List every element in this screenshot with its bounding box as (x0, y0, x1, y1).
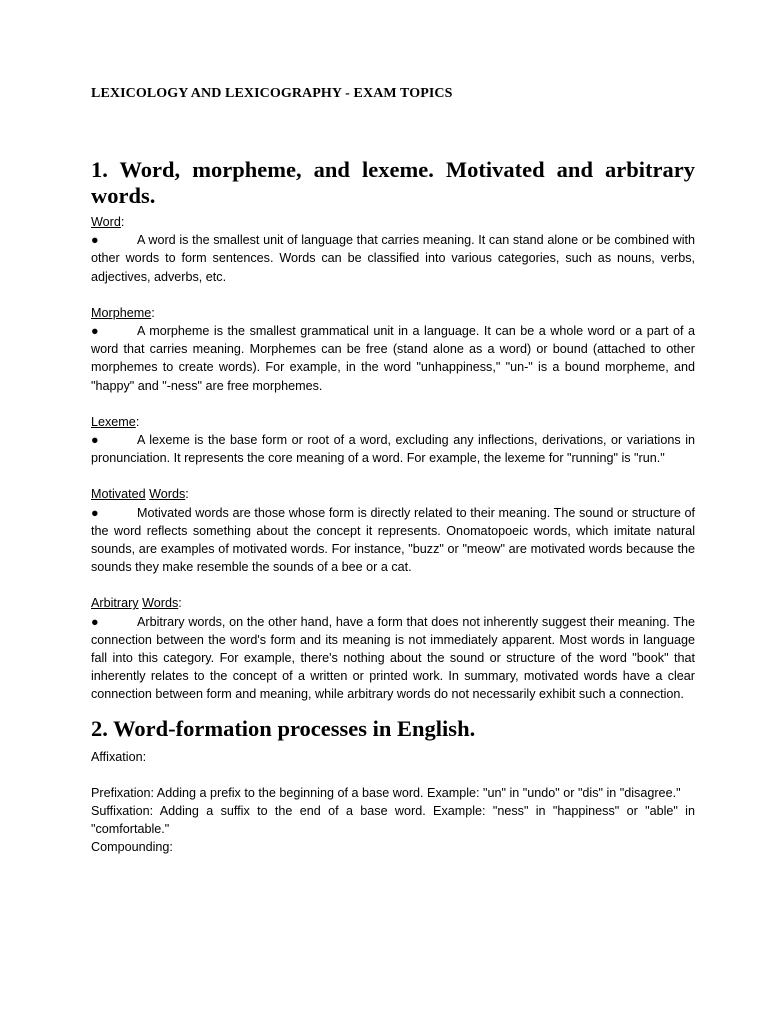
lexeme-label: Lexeme (91, 414, 136, 429)
document-title: LEXICOLOGY AND LEXICOGRAPHY - EXAM TOPICS (91, 86, 453, 101)
motivated-words-definition-text: Motivated words are those whose form is directly related to their meaning. The sound or structure of the word reflects something about the concept it represents. Onomatopoeic words, which imitate natural sounds, are examples of motivated words. For instance, "buzz" or "meow" are motivated words because the sounds they make resemble the sounds of a bee or a cat. (91, 505, 695, 575)
arbitrary-words-definition (91, 613, 695, 704)
arbitrary-words-label: Words (142, 596, 179, 611)
motivated-words-label-line (91, 485, 695, 503)
word-label-line (91, 213, 695, 231)
suffixation-text: Suffixation: Adding a suffix to the end of a base word. Example: "ness" in "happiness" or "able" in "comfortable." (91, 804, 695, 837)
motivated-label: Motivated (91, 487, 146, 502)
section2-heading: 2. Word-formation processes in English. (91, 715, 476, 741)
bullet-icon: ● (91, 614, 99, 629)
arbitrary-words-definition-text: Arbitrary words, on the other hand, have a form that does not inherently suggest their meaning. The connection between the word's form and its meaning is not immediately apparent. Most words in language fall into this category. For example, there's nothing about the sound or structure of the word "book" that inherently relates to the concept of a written or printed work. In summary, motivated words have a clear connection between form and meaning, while arbitrary words do not necessarily exhibit such a connection. (91, 614, 695, 702)
word-label: Word (91, 215, 121, 229)
motivated-words-label: Words (149, 487, 186, 502)
word-definition (91, 231, 695, 286)
bullet-icon: ● (91, 433, 99, 448)
lexeme-definition-text: A lexeme is the base form or root of a word, excluding any inflections, derivations, or variations in pronunciation. It represents the core meaning of a word. For example, the lexeme for "running" is "run." (91, 433, 695, 466)
word-definition-text: A word is the smallest unit of language that carries meaning. It can stand alone or be combined with other words to form sentences. Words can be classified into various categories, such as nouns, verbs, adjectives, adverbs, etc. (91, 233, 695, 284)
bullet-icon: ● (91, 324, 99, 339)
prefixation-text: Prefixation: Adding a prefix to the beginning of a base word. Example: "un" in "undo" or "dis" in "disagree." (91, 785, 681, 800)
word-label-colon: : (120, 215, 125, 229)
lexeme-label-line (91, 413, 695, 431)
arbitrary-label: Arbitrary (91, 596, 139, 611)
spacer (91, 766, 695, 784)
motivated-words-definition (91, 504, 695, 577)
spacer (91, 395, 695, 413)
lexeme-definition (91, 431, 695, 467)
affixation-label: Affixation: (91, 749, 147, 764)
compounding-label: Compounding: (91, 840, 173, 855)
morpheme-definition (91, 322, 695, 395)
bullet-icon: ● (91, 505, 99, 520)
spacer (91, 286, 695, 304)
motivated-label-colon: : (185, 487, 189, 502)
arbitrary-label-colon: : (178, 596, 182, 611)
morpheme-label: Morpheme (91, 305, 152, 320)
morpheme-label-line (91, 304, 695, 322)
spacer (91, 576, 695, 594)
morpheme-definition-text: A morpheme is the smallest grammatical unit in a language. It can be a whole word or a part of a word that carries meaning. Morphemes can be free (stand alone as a word) or bound (attached to other morphemes to create words). For example, in the word "unhappiness," "un-" is a bound morpheme, and "happy" and "-ness" are free morphemes. (91, 324, 695, 393)
lexeme-label-colon: : (135, 414, 140, 429)
bullet-icon: ● (91, 233, 99, 248)
morpheme-label-colon: : (151, 305, 155, 320)
arbitrary-words-label-line (91, 594, 695, 612)
spacer (91, 467, 695, 485)
section1-heading: 1. Word, morpheme, and lexeme. Motivated and arbitrary words. (91, 157, 695, 208)
